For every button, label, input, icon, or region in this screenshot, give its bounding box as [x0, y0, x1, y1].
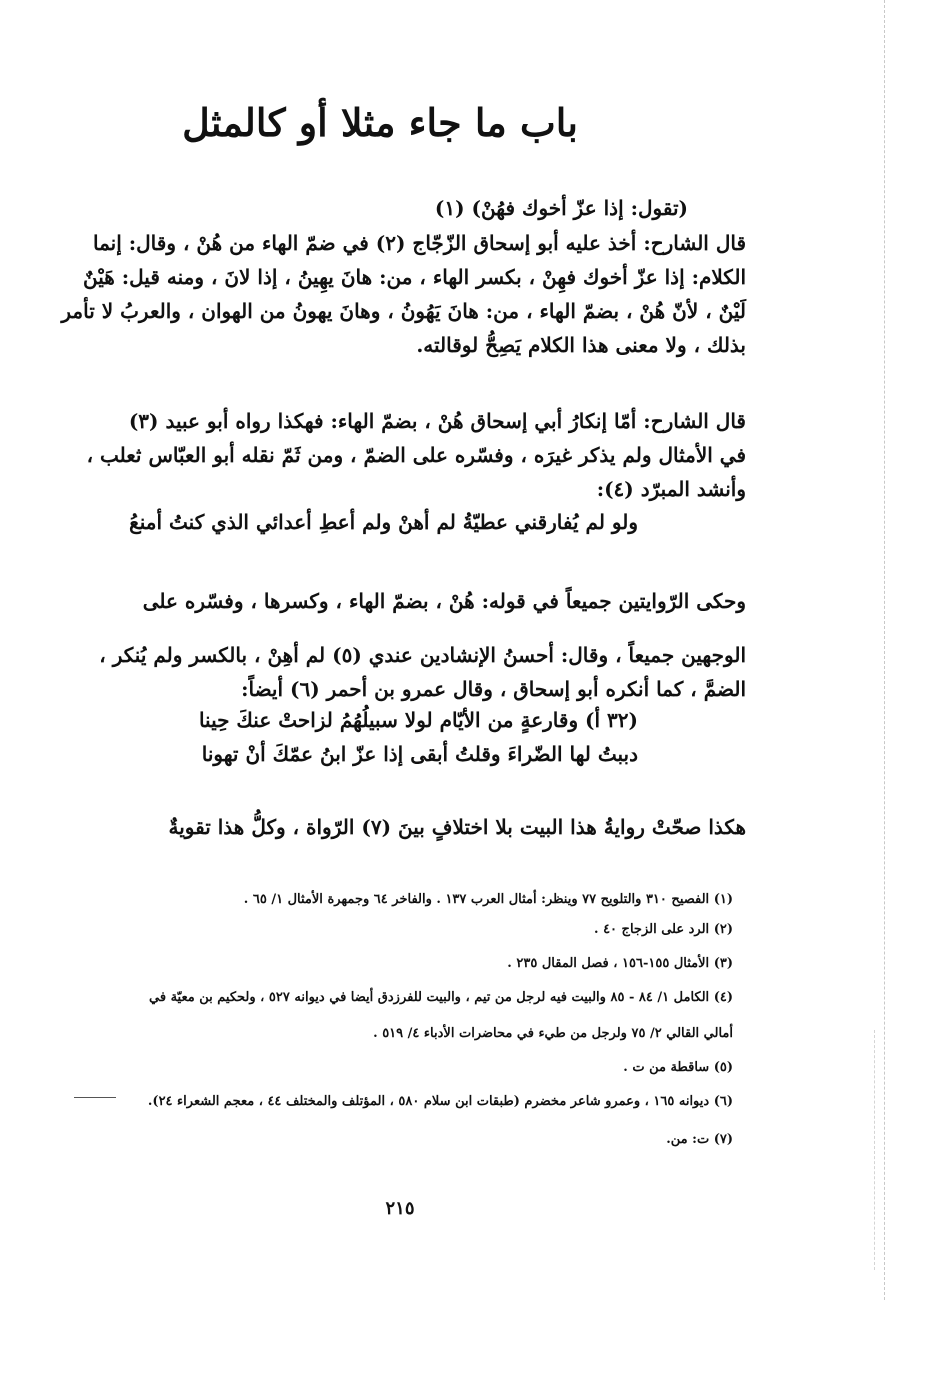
footnote: (٤) الكامل ١/ ٨٤ - ٨٥ والبيت فيه لرجل من تيم ، والبيت للفرزدق أيضا في ديوانه ٥٢٧ ، ولحكيم بن معيّة في — [149, 990, 733, 1005]
footnote: أمالي القالي ٢/ ٧٥ ولرجل من طيء في محاضرات الأدباء ٤/ ٥١٩ . — [373, 1026, 733, 1041]
body-line: لَيْنٌ ، لأنّ هُنْ ، بضمّ الهاء ، من: هانَ يَهُونُ ، وهانَ يهونُ من الهوان ، والعربُ لا تأمر — [61, 299, 746, 323]
page-edge-line-secondary — [874, 1030, 875, 1270]
footnote: (٧) ت: من. — [666, 1132, 733, 1147]
body-line: الوجهين جميعاً ، وقال: أحسنُ الإنشادين عندي (٥) لم أهِنْ ، بالكسر ولم يُنكر ، — [99, 643, 746, 667]
footnote: (٥) ساقطة من ت . — [623, 1060, 733, 1075]
footnote: (٦) ديوانه ١٦٥ ، وعمرو شاعر مخضرم (طبقات ابن سلام ٥٨٠ ، المؤتلف والمختلف ٤٤ ، معجم الشعراء ٢٤). — [147, 1094, 733, 1109]
body-line: قال الشارح: أمّا إنكارُ أبي إسحاق هُنْ ، بضمّ الهاء: فهكذا رواه أبو عبيد (٣) — [128, 409, 746, 433]
body-line: وأنشد المبرّد (٤): — [596, 477, 746, 501]
verse-line: دببتُ لها الضّراءَ وقلتُ أبقى إذا عزّ ابنُ عمّكَ أنْ تهونا — [201, 742, 638, 766]
body-line: وحكى الرّوايتين جميعاً في قوله: هُنْ ، بضمّ الهاء ، وكسرها ، وفسّره على — [142, 589, 746, 613]
body-line: الضمَّ ، كما أنكره أبو إسحاق ، وقال عمرو بن أحمر (٦) أيضاً: — [241, 677, 746, 701]
footnote-dash — [74, 1097, 116, 1098]
body-line: بذلك ، ولا معنى هذا الكلام يَصِحُّ لوقالته. — [416, 333, 746, 357]
body-line: (تقول: إذا عزّ أخوك فهُنْ) (١) — [434, 196, 688, 220]
footnote: (٢) الرد على الزجاج ٤٠ . — [594, 922, 733, 937]
verse-line: ولو لم يُفارقني عطيّةُ لم أهنْ ولم أعطِ أعدائي الذي كنتُ أمنعُ — [129, 510, 638, 534]
body-line: في الأمثال ولم يذكر غيرَه ، وفسّره على الضمّ ، ومن ثَمّ نقله أبو العبّاس ثعلب ، — [86, 443, 746, 467]
body-line: هكذا صحّتْ روايةُ هذا البيت بلا اختلافٍ بينَ (٧) الرّواة ، وكلُّ هذا تقويةٌ — [168, 815, 746, 839]
page-number: ٢١٥ — [385, 1198, 415, 1219]
page-edge-line — [884, 0, 885, 1300]
footnote: (٣) الأمثال ١٥٥-١٥٦ ، فصل المقال ٢٣٥ . — [507, 956, 733, 971]
body-line: الكلام: إذا عزّ أخوك فهِنْ ، بكسر الهاء ، من: هانَ يهِينُ ، إذا لانَ ، ومنه قيل: هَيْنٌ — [83, 265, 746, 289]
chapter-title: باب ما جاء مثلا أو كالمثل — [182, 100, 578, 145]
footnote: (١) الفصيح ٣١٠ والتلويح ٧٧ وينظر: أمثال العرب ١٣٧ . والفاخر ٦٤ وجمهرة الأمثال ١/ ٦٥ . — [243, 892, 733, 907]
body-line: قال الشارح: أخذ عليه أبو إسحاق الزّجّاج (٢) في ضمّ الهاء من هُنْ ، وقال: إنما — [93, 231, 746, 255]
verse-line: (٣٢ أ) وقارعةٍ من الأيّام لولا سبيلُهُمُ لزاحتْ عنكَ حِينا — [198, 708, 638, 732]
